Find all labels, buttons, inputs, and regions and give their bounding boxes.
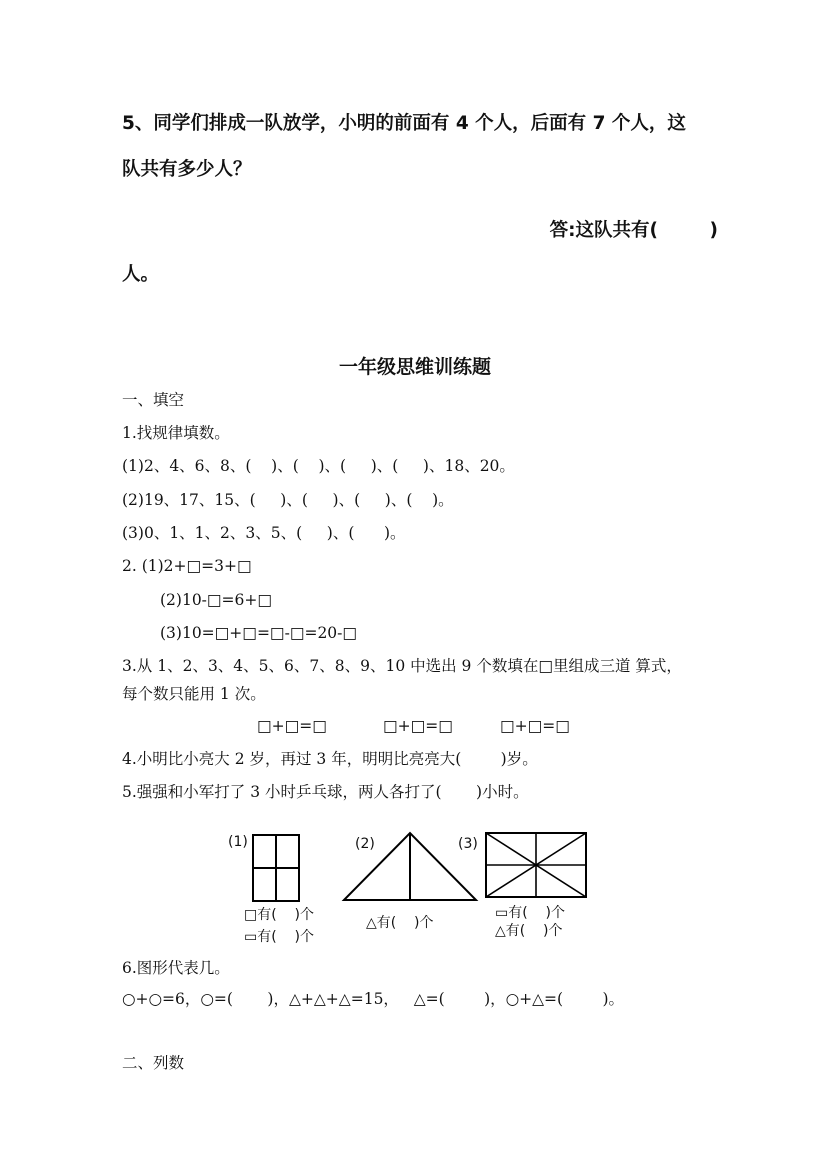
fig1-square-grid bbox=[250, 832, 302, 902]
q3-line2: 每个数只能用 1 次。 bbox=[122, 685, 266, 703]
q4: 4.小明比小亮大 2 岁，再过 3 年，明明比亮亮大( )岁。 bbox=[122, 750, 538, 768]
q5: 5.强强和小军打了 3 小时乒乓球，两人各打了( )小时。 bbox=[122, 783, 529, 801]
q5-answer-tail: 人。 bbox=[122, 264, 160, 285]
section2-heading: 二、列数 bbox=[122, 1054, 185, 1072]
q1: 1.找规律填数。 bbox=[122, 424, 230, 442]
fig3-line2: △有( )个 bbox=[495, 923, 563, 939]
q5-line2: 队共有多少人？ bbox=[122, 159, 252, 180]
q1-1: (1)2、4、6、8、( )、( )、( )、( )、18、20。 bbox=[122, 457, 515, 475]
q2-1: 2. (1)2+□=3+□ bbox=[122, 557, 252, 575]
section1-heading: 一、填空 bbox=[122, 391, 185, 409]
q3-eq-2: □+□=□ bbox=[383, 717, 453, 735]
fig3-rectangle-diagonals bbox=[484, 831, 588, 899]
q2-3: (3)10=□+□=□-□=20-□ bbox=[160, 624, 358, 642]
q3-line1: 3.从 1、2、3、4、5、6、7、8、9、10 中选出 9 个数填在□里组成三道 算式， bbox=[122, 657, 682, 675]
fig2-label: (2) bbox=[355, 836, 375, 852]
q3-eq-1: □+□=□ bbox=[257, 717, 327, 735]
q5-line1: 5、同学们排成一队放学，小明的前面有 4 个人，后面有 7 个人，这 bbox=[122, 113, 686, 134]
fig3-label: (3) bbox=[458, 836, 478, 852]
q6-line: ○+○=6，○=( )，△+△+△=15， △=( )，○+△=( )。 bbox=[122, 990, 625, 1008]
q3-eq-3: □+□=□ bbox=[500, 717, 570, 735]
fig2-line1: △有( )个 bbox=[366, 915, 434, 931]
fig1-line1: □有( )个 bbox=[244, 907, 314, 923]
q6: 6.图形代表几。 bbox=[122, 959, 230, 977]
q1-2: (2)19、17、15、( )、( )、( )、( )。 bbox=[122, 491, 454, 509]
fig1-line2: ▭有( )个 bbox=[244, 929, 314, 945]
fig1-label: (1) bbox=[228, 834, 248, 850]
q1-3: (3)0、1、1、2、3、5、( )、( )。 bbox=[122, 524, 406, 542]
fig3-line1: ▭有( )个 bbox=[495, 905, 565, 921]
page-title: 一年级思维训练题 bbox=[338, 356, 491, 378]
q2-2: (2)10-□=6+□ bbox=[160, 591, 273, 609]
q5-answer: 答:这队共有( ) bbox=[549, 220, 718, 241]
